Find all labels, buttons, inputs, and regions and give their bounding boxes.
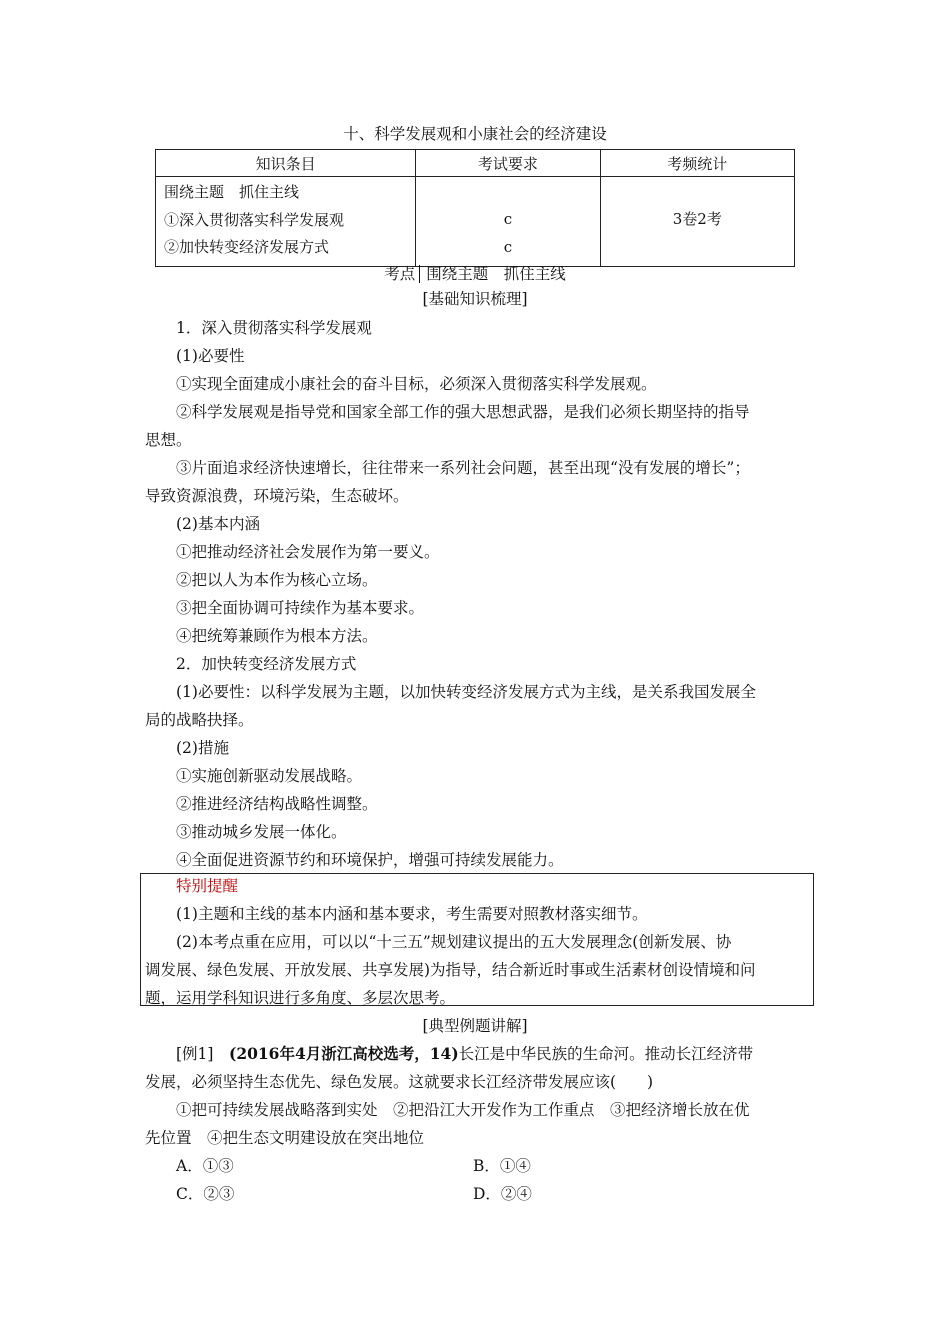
body-line: ③推动城乡发展一体化。 bbox=[176, 823, 347, 841]
body-line: ②推进经济结构战略性调整。 bbox=[176, 795, 378, 813]
table-header-items: 知识条目 bbox=[156, 150, 416, 177]
table-requirement-1: c bbox=[503, 210, 513, 228]
body-line: ④全面促进资源节约和环境保护，增强可持续发展能力。 bbox=[176, 851, 564, 869]
table-cell-requirements bbox=[416, 177, 600, 267]
choice-c[interactable]: C．②③ bbox=[176, 1185, 235, 1203]
body-line: ③片面追求经济快速增长，往往带来一系列社会问题，甚至出现“没有发展的增长”； bbox=[176, 459, 750, 477]
table-item-1: ①深入贯彻落实科学发展观 bbox=[164, 210, 345, 229]
body-line: (2)措施 bbox=[176, 739, 229, 757]
notice-heading: 特别提醒 bbox=[176, 877, 239, 895]
example-line-1 bbox=[176, 1044, 753, 1064]
example-options-line-2: 先位置 ④把生态文明建设放在突出地位 bbox=[145, 1129, 425, 1147]
section-heading-basics: [基础知识梳理] bbox=[422, 290, 528, 308]
body-line: ④把统筹兼顾作为根本方法。 bbox=[176, 627, 378, 645]
topic-prefix: 考点 bbox=[384, 265, 416, 283]
knowledge-table bbox=[155, 149, 795, 267]
example-stem: 长江是中华民族的生命河。推动长江经济带 bbox=[458, 1045, 754, 1063]
body-line: ③把全面协调可持续作为基本要求。 bbox=[176, 599, 425, 617]
choice-b[interactable]: B．①④ bbox=[473, 1157, 531, 1175]
body-line: ①实现全面建成小康社会的奋斗目标，必须深入贯彻落实科学发展观。 bbox=[176, 375, 657, 393]
body-line: (1)必要性 bbox=[176, 347, 245, 365]
body-line: 思想。 bbox=[145, 431, 192, 449]
notice-line: (2)本考点重在应用，可以以“十三五”规划建议提出的五大发展理念(创新发展、协 bbox=[176, 933, 732, 951]
body-line: ①把推动经济社会发展作为第一要义。 bbox=[176, 543, 440, 561]
body-line: 导致资源浪费，环境污染，生态破坏。 bbox=[145, 487, 409, 505]
table-requirement-2: c bbox=[503, 237, 513, 256]
body-line: ②科学发展观是指导党和国家全部工作的强大思想武器，是我们必须长期坚持的指导 bbox=[176, 403, 750, 421]
table-cell-frequency bbox=[600, 177, 794, 267]
table-item-2: ②加快转变经济发展方式 bbox=[164, 238, 330, 256]
notice-line: 调发展、绿色发展、开放发展、共享发展)为指导，结合新近时事或生活素材创设情境和问 bbox=[145, 961, 756, 979]
topic-text: 围绕主题 抓住主线 bbox=[426, 265, 566, 283]
table-frequency: 3卷2考 bbox=[672, 210, 722, 228]
table-header-frequency: 考频统计 bbox=[600, 150, 794, 177]
table-cell-items bbox=[156, 177, 416, 267]
section-heading-examples: [典型例题讲解] bbox=[422, 1017, 528, 1035]
table-item-theme: 围绕主题 抓住主线 bbox=[164, 183, 300, 201]
notice-line: 题，运用学科知识进行多角度、多层次思考。 bbox=[145, 989, 456, 1007]
choice-d[interactable]: D．②④ bbox=[473, 1185, 532, 1203]
body-line: (2)基本内涵 bbox=[176, 515, 260, 533]
body-line: ②把以人为本作为核心立场。 bbox=[176, 571, 378, 589]
choice-a[interactable]: A．①③ bbox=[176, 1157, 234, 1175]
table-header-requirement: 考试要求 bbox=[416, 150, 600, 177]
body-line: 局的战略抉择。 bbox=[145, 711, 254, 729]
body-line: (1)必要性：以科学发展为主题，以加快转变经济发展方式为主线，是关系我国发展全 bbox=[176, 683, 756, 701]
example-tag: [例1] bbox=[176, 1045, 214, 1063]
topic-heading bbox=[0, 262, 950, 284]
page-title: 十、科学发展观和小康社会的经济建设 bbox=[343, 125, 607, 143]
body-line: 2．加快转变经济发展方式 bbox=[176, 655, 357, 673]
notice-line: (1)主题和主线的基本内涵和基本要求，考生需要对照教材落实细节。 bbox=[176, 905, 648, 923]
example-line-2: 发展，必须坚持生态优先、绿色发展。这就要求长江经济带发展应该( ) bbox=[145, 1073, 654, 1091]
body-line: ①实施创新驱动发展战略。 bbox=[176, 767, 363, 785]
example-options-line-1: ①把可持续发展战略落到实处 ②把沿江大开发作为工作重点 ③把经济增长放在优 bbox=[176, 1101, 750, 1119]
example-source: (2016年4月浙江高校选考，14) bbox=[228, 1044, 459, 1063]
body-line: 1．深入贯彻落实科学发展观 bbox=[176, 319, 372, 337]
